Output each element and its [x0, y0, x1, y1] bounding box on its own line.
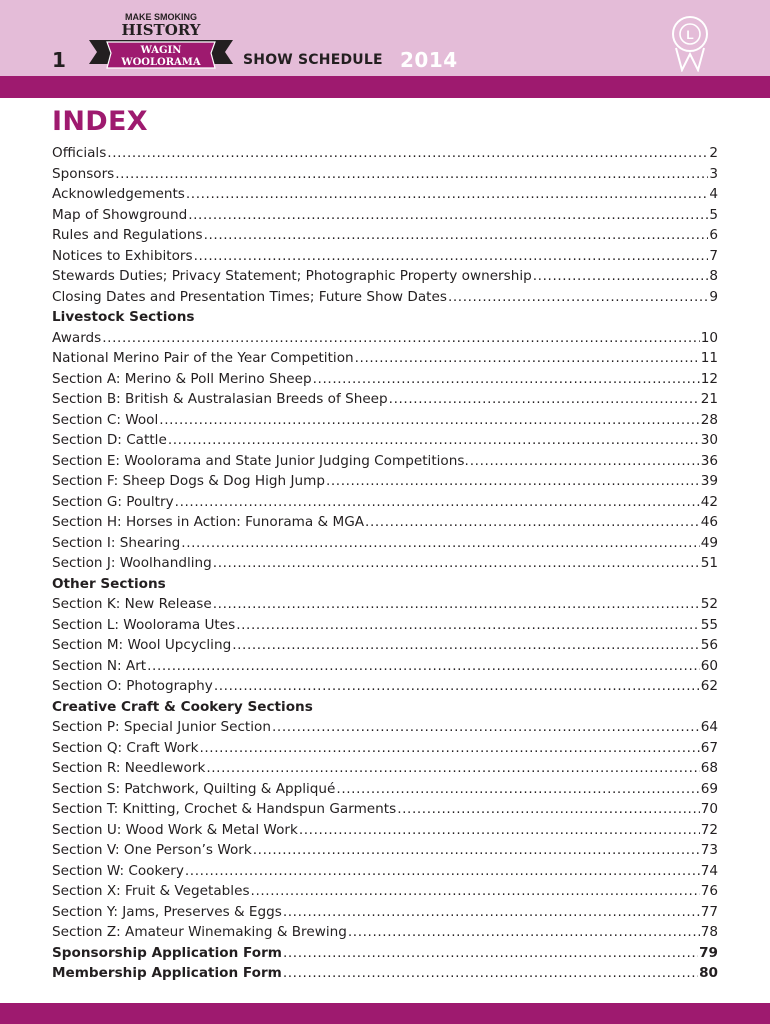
dot-leader: [186, 184, 708, 205]
dot-leader: [185, 861, 700, 882]
entry-title: Stewards Duties; Privacy Statement; Photographic Property ownership: [52, 268, 532, 284]
entry-title: Section H: Horses in Action: Funorama & MGA: [52, 514, 365, 530]
entry-title: Acknowledgements: [52, 186, 185, 202]
dot-leader: [175, 492, 700, 513]
dot-leader: [213, 553, 700, 574]
dot-leader: [102, 328, 699, 349]
dot-leader: [326, 471, 700, 492]
svg-text:MAKE SMOKING: MAKE SMOKING: [125, 12, 197, 22]
dot-leader: [188, 205, 708, 226]
dot-leader: [299, 820, 700, 841]
entry-title: Section Y: Jams, Preserves & Eggs: [52, 903, 282, 920]
entry-page-number: 28: [700, 411, 718, 428]
entry-title: Section N: Art: [52, 657, 147, 674]
index-entry: [52, 553, 718, 574]
entry-title: Creative Craft & Cookery Sections: [52, 698, 313, 715]
index-entry: [52, 471, 718, 492]
entry-page-number: 60: [700, 657, 718, 674]
dot-leader: [168, 430, 700, 451]
entry-title: Livestock Sections: [52, 309, 195, 325]
entry-page-number: 9: [709, 288, 718, 305]
index-entry: [52, 840, 718, 861]
entry-page-number: 56: [700, 637, 718, 653]
index-entry: [52, 410, 718, 431]
entry-page-number: 5: [709, 206, 718, 223]
entry-page-number: 36: [700, 452, 718, 469]
entry-title: Section F: Sheep Dogs & Dog High Jump: [52, 473, 325, 489]
entry-title: National Merino Pair of the Year Competition: [52, 350, 354, 366]
entry-page-number: 12: [700, 370, 718, 387]
dot-leader: [283, 902, 700, 923]
entry-title: Section K: New Release: [52, 596, 212, 612]
dot-leader: [272, 717, 700, 738]
index-entry: [52, 902, 718, 923]
dot-leader: [251, 881, 700, 902]
entry-page-number: 42: [700, 493, 718, 510]
page-number: 1: [52, 48, 66, 72]
entry-title: Notices to Exhibitors: [52, 247, 193, 264]
entry-page-number: 64: [700, 719, 718, 735]
entry-title: Section D: Cattle: [52, 432, 167, 448]
dot-leader: [204, 225, 709, 246]
index-entry: [52, 225, 718, 246]
entry-page-number: 80: [699, 965, 718, 981]
entry-title: Section Z: Amateur Winemaking & Brewing: [52, 924, 347, 940]
dot-leader: [206, 758, 699, 779]
index-section-heading: [52, 574, 718, 595]
dot-leader: [199, 738, 699, 759]
index-entry: [52, 881, 718, 902]
entry-page-number: 68: [700, 760, 718, 776]
header-band: [0, 76, 770, 98]
entry-title: Section T: Knitting, Crochet & Handspun Garments: [52, 801, 397, 817]
index-entry: [52, 615, 718, 636]
index-entry: [52, 389, 718, 410]
entry-page-number: 55: [700, 616, 718, 633]
entry-page-number: 78: [700, 924, 718, 940]
dot-leader: [253, 840, 700, 861]
index-entry: [52, 164, 718, 185]
entry-title: Membership Application Form: [52, 965, 282, 981]
index-entry: [52, 143, 718, 164]
dot-leader: [283, 943, 698, 964]
index-entry: [52, 266, 718, 287]
dot-leader: [448, 287, 708, 308]
index-entry: [52, 184, 718, 205]
entry-page-number: 73: [700, 842, 718, 858]
entry-title: Section U: Wood Work & Metal Work: [52, 821, 298, 838]
entry-page-number: 52: [700, 596, 718, 612]
entry-page-number: 76: [700, 883, 718, 899]
dot-leader: [283, 963, 698, 984]
wool-emblem-icon: [668, 14, 712, 72]
index-entry: [52, 246, 718, 267]
index-entry: [52, 676, 718, 697]
dot-leader: [313, 369, 700, 390]
entry-title: Section W: Cookery: [52, 862, 184, 879]
index-entry: [52, 922, 718, 943]
index-entry: [52, 779, 718, 800]
index-entry: [52, 758, 718, 779]
entry-page-number: 2: [709, 145, 718, 161]
svg-text:L: L: [686, 28, 694, 42]
entry-title: Section G: Poultry: [52, 493, 174, 510]
index-entry: [52, 348, 718, 369]
entry-title: Section O: Photography: [52, 678, 213, 694]
dot-leader: [470, 451, 700, 472]
dot-leader: [355, 348, 700, 369]
entry-title: Section B: British & Australasian Breeds of Sheep: [52, 391, 388, 407]
dot-leader: [236, 615, 699, 636]
dot-leader: [147, 656, 700, 677]
entry-page-number: 62: [700, 678, 718, 694]
entry-title: Section Q: Craft Work: [52, 739, 199, 756]
index-entry: [52, 205, 718, 226]
index-entry: [52, 287, 718, 308]
entry-page-number: 3: [709, 165, 718, 182]
entry-page-number: 69: [700, 780, 718, 797]
index-entry: [52, 533, 718, 554]
entry-title: Section M: Wool Upcycling: [52, 637, 232, 653]
entry-title: Closing Dates and Presentation Times; Future Show Dates: [52, 288, 447, 305]
wagin-woolorama-logo: [85, 10, 237, 76]
index-section-heading: [52, 307, 718, 328]
index-entry: [52, 861, 718, 882]
entry-page-number: 49: [700, 534, 718, 551]
entry-title: Map of Showground: [52, 206, 188, 223]
entry-title: Section P: Special Junior Section: [52, 719, 271, 735]
entry-page-number: 30: [700, 432, 718, 448]
index-entry: [52, 594, 718, 615]
entry-title: Sponsorship Application Form: [52, 944, 282, 961]
footer-band: [0, 1003, 770, 1024]
entry-title: Section S: Patchwork, Quilting & Appliqué: [52, 780, 336, 797]
dot-leader: [194, 246, 709, 267]
entry-page-number: 77: [700, 903, 718, 920]
index-entry: [52, 635, 718, 656]
entry-title: Awards: [52, 329, 102, 346]
entry-title: Section R: Needlework: [52, 760, 206, 776]
svg-text:HISTORY: HISTORY: [121, 21, 201, 39]
entry-page-number: 6: [709, 227, 718, 243]
entry-page-number: 8: [709, 268, 718, 284]
show-year: 2014: [400, 48, 458, 72]
dot-leader: [159, 410, 699, 431]
entry-title: Section I: Shearing: [52, 534, 181, 551]
index-title: INDEX: [52, 106, 148, 137]
entry-title: Other Sections: [52, 575, 166, 592]
index-entry: [52, 328, 718, 349]
entry-page-number: 11: [700, 350, 718, 366]
entry-title: Section E: Woolorama and State Junior Judging Competitions.: [52, 452, 469, 469]
dot-leader: [107, 143, 708, 164]
dot-leader: [533, 266, 709, 287]
entry-page-number: 21: [700, 391, 718, 407]
dot-leader: [115, 164, 708, 185]
index-entry: [52, 963, 718, 984]
index-entry: [52, 369, 718, 390]
entry-page-number: 51: [700, 555, 718, 571]
index-entry: [52, 656, 718, 677]
svg-text:WOOLORAMA: WOOLORAMA: [121, 57, 201, 68]
entry-title: Section C: Wool: [52, 411, 159, 428]
index-entry: [52, 451, 718, 472]
entry-page-number: 74: [700, 862, 718, 879]
dot-leader: [389, 389, 700, 410]
entry-page-number: 67: [700, 739, 718, 756]
index-entry: [52, 717, 718, 738]
dot-leader: [232, 635, 699, 656]
entry-page-number: 39: [700, 473, 718, 489]
entry-page-number: 70: [700, 801, 718, 817]
dot-leader: [365, 512, 700, 533]
entry-page-number: 10: [700, 329, 718, 346]
entry-page-number: 7: [709, 247, 718, 264]
dot-leader: [397, 799, 699, 820]
index-section-heading: [52, 697, 718, 718]
entry-title: Officials: [52, 145, 107, 161]
svg-text:WAGIN: WAGIN: [140, 45, 182, 56]
entry-page-number: 72: [700, 821, 718, 838]
index-entry: [52, 430, 718, 451]
index-list: [52, 143, 718, 984]
index-entry: [52, 820, 718, 841]
entry-title: Section L: Woolorama Utes: [52, 616, 236, 633]
entry-title: Section A: Merino & Poll Merino Sheep: [52, 370, 312, 387]
entry-page-number: 4: [709, 186, 718, 202]
entry-title: Section V: One Person’s Work: [52, 842, 252, 858]
dot-leader: [214, 676, 700, 697]
dot-leader: [181, 533, 699, 554]
dot-leader: [348, 922, 700, 943]
entry-title: Section J: Woolhandling: [52, 555, 212, 571]
dot-leader: [213, 594, 700, 615]
index-entry: [52, 738, 718, 759]
index-entry: [52, 799, 718, 820]
entry-page-number: 46: [700, 514, 718, 530]
index-entry: [52, 512, 718, 533]
index-entry: [52, 492, 718, 513]
show-schedule-title: SHOW SCHEDULE: [243, 52, 383, 68]
entry-page-number: 79: [699, 944, 718, 961]
entry-title: Sponsors: [52, 165, 115, 182]
entry-title: Section X: Fruit & Vegetables: [52, 883, 250, 899]
index-entry: [52, 943, 718, 964]
dot-leader: [336, 779, 699, 800]
entry-title: Rules and Regulations: [52, 227, 203, 243]
